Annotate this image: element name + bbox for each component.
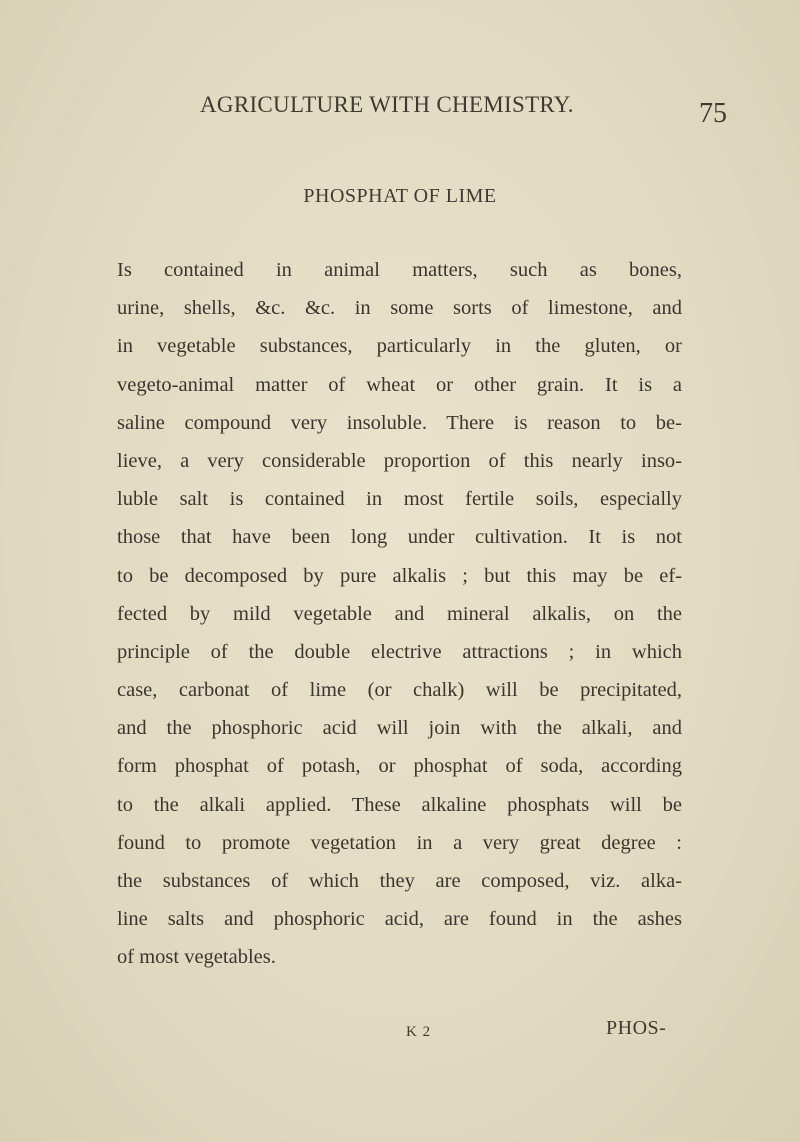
text-line: found to promote vegetation in a very great degree : — [117, 831, 682, 854]
page-number: 75 — [699, 98, 727, 129]
text-line: saline compound very insoluble. There is reason to be- — [117, 411, 682, 434]
text-line: vegeto-animal matter of wheat or other grain. It is a — [117, 373, 682, 396]
text-line: urine, shells, &c. &c. in some sorts of limestone, and — [117, 297, 682, 320]
running-head: AGRICULTURE WITH CHEMISTRY. — [200, 92, 574, 117]
section-title: PHOSPHAT OF LIME — [303, 185, 497, 207]
text-line: and the phosphoric acid will join with the alkali, and — [117, 717, 682, 740]
text-line: to the alkali applied. These alkaline phosphats will be — [117, 793, 682, 816]
signature-mark: K 2 — [406, 1024, 432, 1040]
text-line: form phosphat of potash, or phosphat of soda, according — [117, 755, 682, 778]
text-line: the substances of which they are composed, viz. alka- — [117, 870, 682, 892]
text-line: case, carbonat of lime (or chalk) will be precipitated, — [117, 679, 682, 702]
text-line: fected by mild vegetable and mineral alkalis, on the — [117, 602, 682, 625]
text-line: those that have been long under cultivation. It is not — [117, 526, 682, 549]
body-paragraph — [117, 251, 682, 977]
text-line: lieve, a very considerable proportion of this nearly inso- — [117, 449, 682, 472]
text-line: line salts and phosphoric acid, are found in the ashes — [117, 908, 682, 931]
text-line: of most vegetables. — [117, 946, 276, 969]
text-line: luble salt is contained in most fertile soils, especially — [117, 488, 682, 511]
text-line: in vegetable substances, particularly in the gluten, or — [117, 335, 682, 358]
catchword: PHOS- — [606, 1017, 667, 1039]
text-line: principle of the double electrive attractions ; in which — [117, 640, 682, 663]
text-line: to be decomposed by pure alkalis ; but this may be ef- — [117, 564, 682, 587]
text-line: Is contained in animal matters, such as bones, — [117, 259, 682, 281]
